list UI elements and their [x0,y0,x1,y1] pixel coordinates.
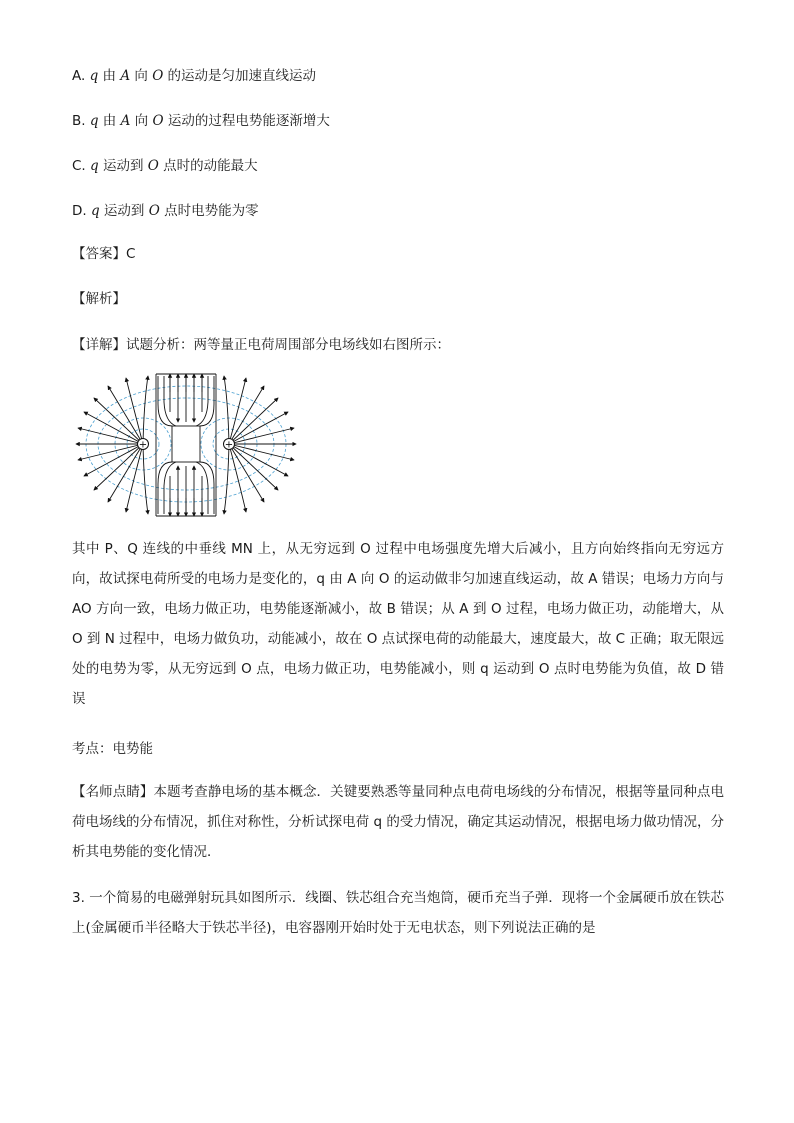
option-a-var-q: q [89,68,99,84]
option-c-var-q: q [90,158,99,174]
option-d-var-o: O [148,203,160,219]
option-d-var-q: q [90,203,100,219]
svg-text:+: + [138,439,148,451]
question-3-text: 一个简易的电磁弹射玩具如图所示．线圈、铁芯组合充当炮筒，硬币充当子弹．现将一个金属硬币放在铁芯上(金属硬币半径略大于铁芯半径)，电容器刚开始时处于无电状态，则下列说法正确的是 [72,890,725,936]
mingshi-paragraph [72,777,724,867]
option-b-prefix: B. [72,113,90,129]
electric-field-lines-diagram [72,372,300,518]
detail-line [72,335,450,355]
option-d-prefix: D. [72,203,91,219]
option-b-var-o: O [152,113,164,129]
kaodian-text: 电势能 [112,741,153,757]
mingshi-text: 本题考查静电场的基本概念．关键要熟悉等量同种点电荷电场线的分布情况，根据等量同种点电荷电场线的分布情况，抓住对称性，分析试探电荷 q 的受力情况，确定其运动情况，根据电场力做功情况，分析其电势能的变化情况． [72,784,725,860]
svg-text:+: + [224,439,234,451]
kaodian-line [72,739,153,759]
option-a-var-a: A [120,68,131,84]
option-b-text-c: 运动的过程电势能逐渐增大 [163,113,330,129]
question-3-number: 3. [72,890,90,906]
option-b-text-a: 由 [98,113,121,129]
option-a-text-c: 的运动是匀加速直线运动 [163,68,317,84]
option-b-text-b: 向 [130,113,153,129]
answer-value: C [126,246,136,262]
central-field-lines [156,374,216,516]
option-d-text-b: 点时电势能为零 [159,203,259,219]
option-b-var-a: A [120,113,131,129]
option-c [72,156,258,176]
option-b [72,111,330,131]
option-c-var-o: O [147,158,159,174]
option-a-var-o: O [152,68,164,84]
right-positive-charge [224,439,235,451]
analysis-line [72,289,126,309]
answer-line [72,244,135,264]
kaodian-label: 考点： [72,741,113,757]
option-a [72,66,316,86]
option-c-prefix: C. [72,158,91,174]
option-c-text-b: 点时的动能最大 [158,158,258,174]
option-a-prefix: A. [72,68,90,84]
answer-label: 【答案】 [72,246,126,262]
analysis-label: 【解析】 [72,291,126,307]
mingshi-label: 【名师点睛】 [72,784,154,800]
left-positive-charge [138,439,149,451]
detail-label: 【详解】 [72,337,126,353]
detail-text: 试题分析：两等量正电荷周围部分电场线如右图所示： [126,337,450,353]
option-a-text-b: 向 [130,68,153,84]
option-b-var-q: q [89,113,99,129]
option-d-text-a: 运动到 [99,203,149,219]
option-a-text-a: 由 [98,68,121,84]
option-d [72,201,259,221]
question-3 [72,883,724,943]
option-c-text-a: 运动到 [98,158,148,174]
explanation-paragraph: 其中 P、Q 连线的中垂线 MN 上，从无穷远到 O 过程中电场强度先增大后减小，且方向始终指向无穷远方向，故试探电荷所受的电场力是变化的，q 由 A 向 O 的运动做非匀加速直线运动，故 A 错误；电场力方向与 AO 方向一致，电场力做正功，电势能逐渐减小，故 B 错误；从 A 到 O 过程，电场力做正功，动能增大，从 O 到 N 过程中，电场力做负功，动能减小，故在 O 点试探电荷的动能最大，速度最大，故 C 正确；取无限远处的电势为零，从无穷远到 O 点，电场力做正功，电势能减小，则 q 运动到 O 点时电势能为负值，故 D 错误 [72,541,724,707]
